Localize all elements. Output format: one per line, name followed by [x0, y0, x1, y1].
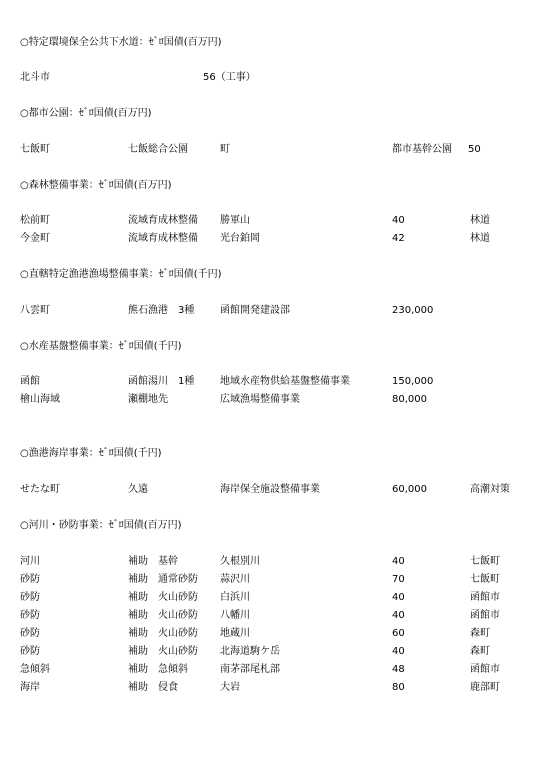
section-heading-park: ○都市公園：ｾﾞﾛ国債(百万円): [20, 108, 152, 119]
section-heading-fishing-port: ○直轄特定漁港漁場整備事業：ｾﾞﾛ国債(千円): [20, 269, 222, 280]
cell: 補助 火山砂防: [128, 628, 198, 639]
cell: 函館市: [470, 664, 500, 675]
table-row: [0, 627, 536, 641]
cell: 久遠: [128, 484, 148, 495]
cell: 60,000: [392, 484, 427, 495]
cell: 砂防: [20, 610, 40, 621]
table-row: [0, 681, 536, 695]
cell: 地蔵川: [220, 628, 250, 639]
cell: 流域育成林整備: [128, 233, 198, 244]
cell: 60: [392, 628, 405, 639]
cell: 白浜川: [220, 592, 250, 603]
cell: 大岩: [220, 682, 240, 693]
cell: 補助 火山砂防: [128, 610, 198, 621]
cell: 補助 基幹: [128, 556, 178, 567]
cell: 瀬棚地先: [128, 394, 168, 405]
cell: 檜山海域: [20, 394, 60, 405]
cell: 広域漁場整備事業: [220, 394, 300, 405]
cell: 70: [392, 574, 405, 585]
cell: 函館湯川 1種: [128, 376, 195, 387]
cell: 50: [468, 144, 481, 155]
table-row: [0, 663, 536, 677]
cell: 函館開発建設部: [220, 305, 290, 316]
cell: 40: [392, 646, 405, 657]
table-row: [0, 393, 536, 407]
cell: 80: [392, 682, 405, 693]
cell: 砂防: [20, 574, 40, 585]
section-heading-forest: ○森林整備事業：ｾﾞﾛ国債(百万円): [20, 180, 172, 191]
table-row: [0, 214, 536, 228]
cell: 都市基幹公園: [392, 144, 452, 155]
cell: 今金町: [20, 233, 50, 244]
cell: せたな町: [20, 484, 60, 495]
cell: 函館: [20, 376, 40, 387]
cell: 海岸保全施設整備事業: [220, 484, 320, 495]
cell: 函館市: [470, 592, 500, 603]
section-heading-coast: ○漁港海岸事業：ｾﾞﾛ国債(千円): [20, 448, 162, 459]
cell: 80,000: [392, 394, 427, 405]
cell: 砂防: [20, 646, 40, 657]
cell: 40: [392, 215, 405, 226]
cell: 町: [220, 144, 230, 155]
cell: 北海道駒ケ岳: [220, 646, 280, 657]
cell: 急傾斜: [20, 664, 50, 675]
cell: 森町: [470, 628, 490, 639]
section-heading-river: ○河川・砂防事業：ｾﾞﾛ国債(百万円): [20, 520, 182, 531]
amount: 56（工事）: [203, 72, 256, 83]
cell: 230,000: [392, 305, 434, 316]
cell: 熊石漁港 3種: [128, 305, 195, 316]
cell: 砂防: [20, 628, 40, 639]
municipality: 北斗市: [20, 72, 50, 83]
table-row: [0, 591, 536, 605]
cell: 七飯町: [470, 574, 500, 585]
cell: 林道: [470, 215, 490, 226]
section-heading-fisheries: ○水産基盤整備事業：ｾﾞﾛ国債(千円): [20, 341, 182, 352]
cell: 砂防: [20, 592, 40, 603]
table-row: [0, 232, 536, 246]
cell: 八雲町: [20, 305, 50, 316]
cell: 函館市: [470, 610, 500, 621]
table-row: [0, 143, 536, 157]
cell: 流域育成林整備: [128, 215, 198, 226]
table-row: [0, 609, 536, 623]
cell: 南茅部尾札部: [220, 664, 280, 675]
cell: 蒜沢川: [220, 574, 250, 585]
table-row: [0, 483, 536, 497]
cell: 八幡川: [220, 610, 250, 621]
cell: 七飯総合公園: [128, 144, 188, 155]
cell: 鹿部町: [470, 682, 500, 693]
cell: 補助 侵食: [128, 682, 178, 693]
cell: 42: [392, 233, 405, 244]
cell: 補助 急傾斜: [128, 664, 188, 675]
cell: 七飯町: [470, 556, 500, 567]
cell: 久根別川: [220, 556, 260, 567]
cell: 海岸: [20, 682, 40, 693]
cell: 七飯町: [20, 144, 50, 155]
table-row: [0, 645, 536, 659]
table-row: [0, 375, 536, 389]
cell: 48: [392, 664, 405, 675]
cell: 補助 通常砂防: [128, 574, 198, 585]
cell: 補助 火山砂防: [128, 592, 198, 603]
table-row: [0, 304, 536, 318]
cell: 補助 火山砂防: [128, 646, 198, 657]
table-row: [0, 71, 536, 85]
table-row: [0, 573, 536, 587]
cell: 勝軍山: [220, 215, 250, 226]
cell: 40: [392, 610, 405, 621]
cell: 40: [392, 592, 405, 603]
table-row: [0, 555, 536, 569]
cell: 松前町: [20, 215, 50, 226]
cell: 林道: [470, 233, 490, 244]
cell: 地域水産物供給基盤整備事業: [220, 376, 350, 387]
cell: 光台鉑岡: [220, 233, 260, 244]
cell: 高潮対策: [470, 484, 510, 495]
cell: 150,000: [392, 376, 434, 387]
cell: 森町: [470, 646, 490, 657]
cell: 河川: [20, 556, 40, 567]
cell: 40: [392, 556, 405, 567]
section-heading-sewer: ○特定環境保全公共下水道：ｾﾞﾛ国債(百万円): [20, 37, 222, 48]
